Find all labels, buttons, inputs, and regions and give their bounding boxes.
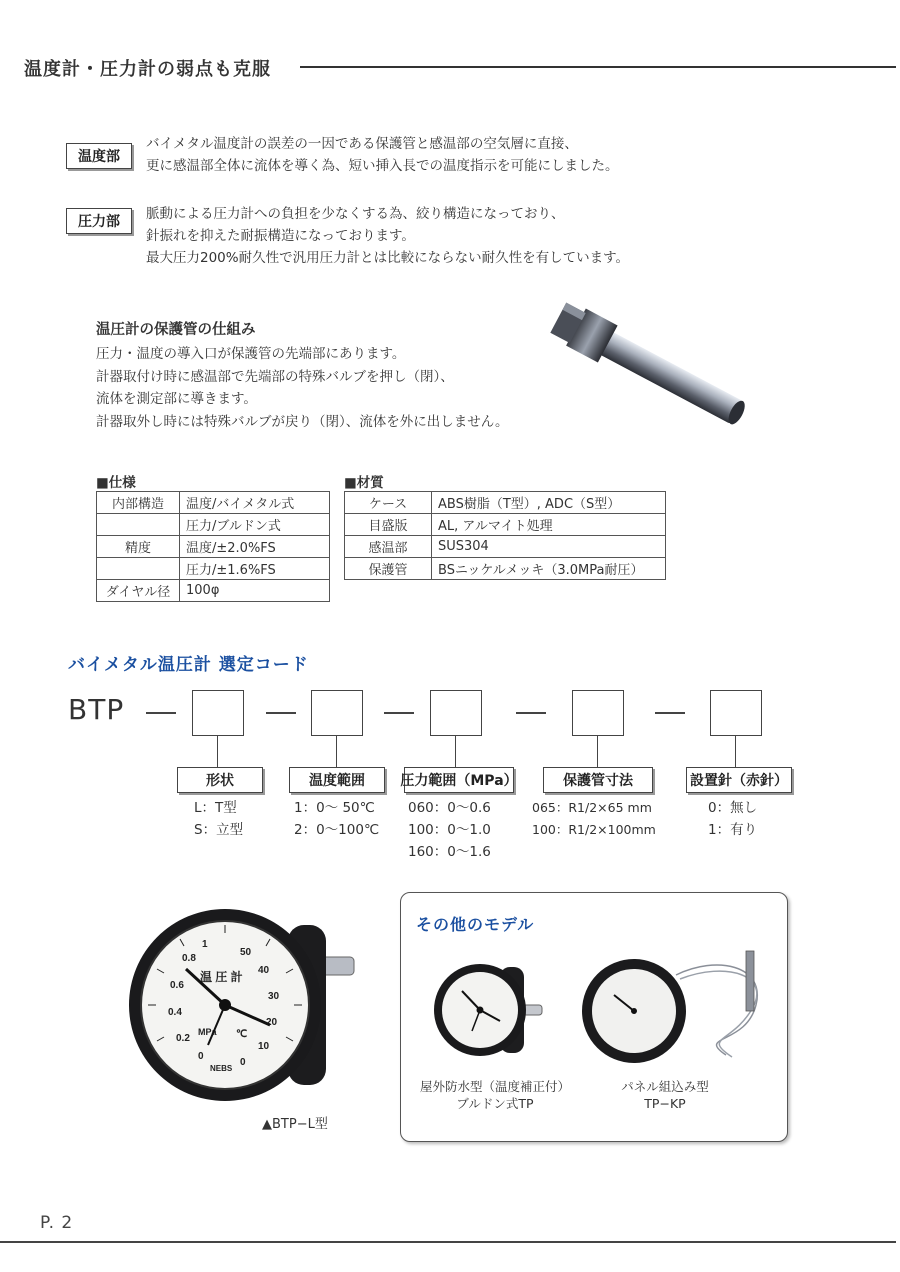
spec-label (97, 558, 180, 580)
code-box-pressure-range (430, 690, 482, 736)
pressure-tick: 0.8 (182, 953, 196, 964)
mechanism-line: 流体を測定部に導きます。 (96, 391, 257, 407)
material-table (344, 491, 666, 580)
gauge-unit-c: ℃ (236, 1029, 248, 1040)
mechanism-line: 計器取付け時に感温部で先端部の特殊バルブを押し（閉）、 (96, 368, 454, 385)
spec-table (96, 491, 330, 602)
option-item: 160：0～1.6 (408, 844, 491, 860)
feature-line: 脈動による圧力計への負担を少なくする為、絞り構造になっており、 (146, 206, 565, 222)
feature-label-pressure: 圧力部 (66, 208, 132, 234)
code-label-shape: 形状 (177, 767, 263, 793)
code-box-set-needle (710, 690, 762, 736)
option-item: 100：R1/2×100mm (532, 822, 656, 837)
selection-prefix: BTP (68, 693, 125, 726)
options-pressure-range (408, 797, 491, 863)
spec-label (97, 514, 180, 536)
material-value: ABS樹脂（T型）, ADC（S型） (432, 492, 666, 514)
code-connector (735, 735, 736, 767)
feature-label-temperature: 温度部 (66, 143, 132, 169)
model-caption-line: TP−KP (644, 1096, 686, 1111)
code-label-tube-size: 保護管寸法 (543, 767, 653, 793)
spec-title: ■仕様 (96, 475, 136, 491)
table-row (97, 492, 330, 514)
option-item: 060：0～0.6 (408, 800, 491, 816)
table-row (97, 514, 330, 536)
temp-tick: 50 (240, 947, 252, 958)
table-row (345, 514, 666, 536)
gauge-unit-mpa: MPa (198, 1027, 217, 1037)
mechanism-text (96, 343, 509, 433)
material-value: SUS304 (432, 536, 666, 558)
feature-line: 最大圧力200%耐久性で汎用圧力計とは比較にならない耐久性を有しています。 (146, 250, 630, 266)
spec-value: 温度/バイメタル式 (180, 492, 330, 514)
option-item: L：T型 (194, 800, 237, 816)
code-dash (384, 712, 414, 714)
spec-label: ダイヤル径 (97, 580, 180, 602)
spec-label: 精度 (97, 536, 180, 558)
pressure-tick: 0 (198, 1051, 204, 1062)
mechanism-line: 圧力・温度の導入口が保護管の先端部にあります。 (96, 346, 406, 362)
material-title: ■材質 (344, 475, 384, 491)
page-title: 温度計・圧力計の弱点も克服 (24, 59, 271, 80)
model-caption-line: パネル組込み型 (621, 1079, 709, 1094)
code-connector (217, 735, 218, 767)
code-box-temp-range (311, 690, 363, 736)
code-connector (336, 735, 337, 767)
spec-label: 内部構造 (97, 492, 180, 514)
code-dash (146, 712, 176, 714)
mechanism-title: 温圧計の保護管の仕組み (96, 322, 256, 338)
footer-rule (0, 1241, 896, 1243)
material-label: ケース (345, 492, 432, 514)
option-item: 0：無し (708, 800, 758, 816)
temp-tick: 30 (268, 991, 280, 1002)
gauge-label: 温 圧 計 (200, 970, 243, 984)
options-temp-range (294, 797, 379, 841)
material-value: BSニッケルメッキ（3.0MPa耐圧） (432, 558, 666, 580)
feature-line: バイメタル温度計の誤差の一因である保護管と感温部の空気層に直接、 (146, 136, 578, 152)
material-label: 保護管 (345, 558, 432, 580)
page-number: P. 2 (40, 1213, 74, 1233)
model-caption-outdoor (415, 1078, 575, 1112)
code-label-pressure-range: 圧力範囲（MPa） (404, 767, 514, 793)
model-caption-line: 屋外防水型（温度補正付） (419, 1079, 570, 1094)
table-row (97, 536, 330, 558)
feature-text-pressure (146, 203, 629, 269)
temp-tick: 20 (266, 1017, 278, 1028)
selection-code-title: バイメタル温圧計 選定コード (68, 655, 309, 675)
material-label: 感温部 (345, 536, 432, 558)
code-dash (266, 712, 296, 714)
code-box-shape (192, 690, 244, 736)
option-item: 2：0～100℃ (294, 822, 380, 838)
material-value: AL, アルマイト処理 (432, 514, 666, 536)
code-label-set-needle: 設置針（赤針） (686, 767, 792, 793)
pressure-tick: 0.2 (176, 1033, 190, 1044)
code-connector (597, 735, 598, 767)
option-item: 1：有り (708, 822, 758, 838)
option-item: 065：R1/2×65 mm (532, 800, 652, 815)
code-box-tube-size (572, 690, 624, 736)
protection-tube-photo (540, 300, 760, 450)
option-item: 100：0～1.0 (408, 822, 491, 838)
header-rule (300, 66, 896, 68)
feature-line: 更に感温部全体に流体を導く為、短い挿入長での温度指示を可能にしました。 (146, 158, 619, 174)
code-label-temp-range: 温度範囲 (289, 767, 385, 793)
panel-mount-gauge-photo (576, 945, 776, 1065)
feature-text-temperature (146, 133, 619, 177)
table-row (97, 558, 330, 580)
other-models-title: その他のモデル (416, 915, 535, 934)
table-row (345, 536, 666, 558)
gauge-brand: NEBS (210, 1064, 233, 1073)
spec-value: 温度/±2.0%FS (180, 536, 330, 558)
spec-value: 100φ (180, 580, 330, 602)
spec-value: 圧力/±1.6%FS (180, 558, 330, 580)
option-item: S：立型 (194, 822, 244, 838)
temp-tick: 10 (258, 1041, 270, 1052)
model-caption-line: ブルドン式TP (456, 1096, 534, 1111)
temp-tick: 0 (240, 1057, 246, 1068)
table-row (345, 558, 666, 580)
pressure-tick: 0.6 (170, 980, 184, 991)
outdoor-waterproof-gauge-photo (430, 955, 550, 1065)
code-dash (516, 712, 546, 714)
mechanism-line: 計器取外し時には特殊バルブが戻り（閉）、流体を外に出しません。 (96, 413, 509, 430)
material-label: 目盛版 (345, 514, 432, 536)
pressure-tick: 1 (202, 939, 208, 950)
model-caption-panel (600, 1078, 730, 1112)
option-item: 1：0～ 50℃ (294, 800, 375, 816)
options-tube-size (532, 797, 656, 841)
options-shape (194, 797, 243, 841)
btp-l-gauge-photo (120, 895, 360, 1120)
table-row (97, 580, 330, 602)
code-connector (455, 735, 456, 767)
temp-tick: 40 (258, 965, 270, 976)
feature-line: 針振れを抑えた耐振構造になっております。 (146, 228, 415, 244)
btp-l-caption: ▲BTP−L型 (262, 1117, 328, 1132)
pressure-tick: 0.4 (168, 1007, 182, 1018)
table-row (345, 492, 666, 514)
spec-value: 圧力/ブルドン式 (180, 514, 330, 536)
options-set-needle (708, 797, 757, 841)
code-dash (655, 712, 685, 714)
